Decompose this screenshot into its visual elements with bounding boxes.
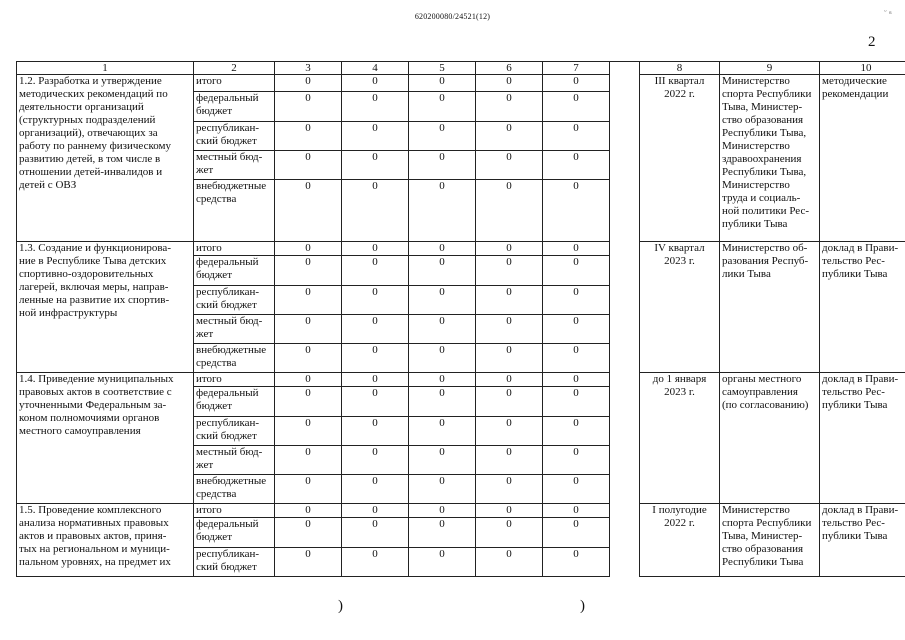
funding-value: 0 <box>543 151 610 180</box>
funding-source: итого <box>194 242 275 256</box>
table-row <box>17 373 905 387</box>
funding-value: 0 <box>409 286 476 315</box>
funding-value: 0 <box>342 548 409 577</box>
deadline: III квартал 2022 г. <box>640 75 720 242</box>
funding-value: 0 <box>275 180 342 242</box>
funding-value: 0 <box>409 151 476 180</box>
funding-value: 0 <box>275 242 342 256</box>
funding-value: 0 <box>543 504 610 518</box>
funding-value: 0 <box>342 286 409 315</box>
funding-source: республикан- ский бюджет <box>194 548 275 577</box>
funding-value: 0 <box>409 92 476 122</box>
funding-value: 0 <box>409 373 476 387</box>
funding-value: 0 <box>342 504 409 518</box>
funding-value: 0 <box>275 417 342 446</box>
scan-mark-right: ) <box>580 598 585 614</box>
funding-source: итого <box>194 504 275 518</box>
funding-value: 0 <box>275 475 342 504</box>
funding-value: 0 <box>342 315 409 344</box>
responsible-executors: Министерство спорта Республики Тыва, Министер- ство образования Республики Тыва, Министерство здравоохранения Республики Тыва, Министерство труда и социаль- ной политики Рес- публики Тыва <box>720 75 820 242</box>
column-header-7: 7 <box>543 62 610 75</box>
funding-value: 0 <box>476 387 543 417</box>
activity-name: 1.5. Проведение комплексного анализа нормативных правовых актов и правовых актов, приня- тых на региональном и муници- пальном уровнях, на предмет их <box>17 504 194 577</box>
column-gap <box>610 373 640 504</box>
funding-value: 0 <box>409 446 476 475</box>
column-gap <box>610 504 640 577</box>
expected-result: методические рекомендации <box>820 75 905 242</box>
column-header-10: 10 <box>820 62 905 75</box>
activity-name: 1.3. Создание и функционирова- ние в Республике Тыва детских спортивно-оздоровительных лагерей, включая меры, направ- ленные на развитие их спортив- ной инфраструктуры <box>17 242 194 373</box>
table-row <box>17 504 905 518</box>
table-row <box>17 75 905 92</box>
funding-value: 0 <box>342 344 409 373</box>
funding-value: 0 <box>342 518 409 548</box>
column-header-4: 4 <box>342 62 409 75</box>
funding-value: 0 <box>543 548 610 577</box>
funding-value: 0 <box>543 373 610 387</box>
funding-source: местный бюд- жет <box>194 151 275 180</box>
funding-value: 0 <box>275 446 342 475</box>
funding-value: 0 <box>543 256 610 286</box>
column-gap <box>610 75 640 242</box>
plan-table-container <box>16 61 899 577</box>
funding-value: 0 <box>543 475 610 504</box>
funding-value: 0 <box>476 518 543 548</box>
funding-value: 0 <box>409 475 476 504</box>
funding-value: 0 <box>342 122 409 151</box>
funding-value: 0 <box>275 92 342 122</box>
responsible-executors: органы местного самоуправления (по согласованию) <box>720 373 820 504</box>
funding-value: 0 <box>543 286 610 315</box>
funding-value: 0 <box>342 387 409 417</box>
funding-value: 0 <box>476 315 543 344</box>
funding-value: 0 <box>409 256 476 286</box>
funding-value: 0 <box>476 475 543 504</box>
activity-name: 1.2. Разработка и утверждение методических рекомендаций по деятельности организаций (структурных подразделений организаций), отвечающих за работу по раннему физическому развитию детей, в том числе в отношении детей-инвалидов и детей с ОВЗ <box>17 75 194 242</box>
funding-value: 0 <box>342 256 409 286</box>
funding-value: 0 <box>409 504 476 518</box>
column-gap <box>610 242 640 373</box>
column-header-8: 8 <box>640 62 720 75</box>
funding-value: 0 <box>543 315 610 344</box>
plan-table <box>16 61 905 577</box>
funding-value: 0 <box>476 180 543 242</box>
funding-source: республикан- ский бюджет <box>194 286 275 315</box>
funding-value: 0 <box>476 256 543 286</box>
funding-value: 0 <box>342 151 409 180</box>
funding-value: 0 <box>409 315 476 344</box>
deadline: до 1 января 2023 г. <box>640 373 720 504</box>
funding-value: 0 <box>543 344 610 373</box>
column-header-row <box>17 62 905 75</box>
funding-value: 0 <box>543 417 610 446</box>
funding-value: 0 <box>543 446 610 475</box>
funding-value: 0 <box>409 122 476 151</box>
funding-value: 0 <box>409 344 476 373</box>
funding-value: 0 <box>275 315 342 344</box>
funding-value: 0 <box>275 504 342 518</box>
funding-value: 0 <box>476 373 543 387</box>
funding-source: республикан- ский бюджет <box>194 122 275 151</box>
funding-value: 0 <box>476 92 543 122</box>
funding-source: местный бюд- жет <box>194 446 275 475</box>
funding-source: республикан- ский бюджет <box>194 417 275 446</box>
column-gap <box>610 62 640 75</box>
expected-result: доклад в Прави- тельство Рес- публики Тыва <box>820 373 905 504</box>
funding-value: 0 <box>409 75 476 92</box>
responsible-executors: Министерство об- разования Респуб- лики Тыва <box>720 242 820 373</box>
funding-value: 0 <box>476 446 543 475</box>
deadline: IV квартал 2023 г. <box>640 242 720 373</box>
column-header-6: 6 <box>476 62 543 75</box>
column-header-9: 9 <box>720 62 820 75</box>
funding-value: 0 <box>543 122 610 151</box>
funding-value: 0 <box>543 387 610 417</box>
funding-value: 0 <box>342 373 409 387</box>
page-number: 2 <box>868 34 876 50</box>
funding-source: внебюджетные средства <box>194 180 275 242</box>
responsible-executors: Министерство спорта Республики Тыва, Министер- ство образования Республики Тыва <box>720 504 820 577</box>
funding-source: федеральный бюджет <box>194 387 275 417</box>
funding-value: 0 <box>342 92 409 122</box>
funding-value: 0 <box>342 180 409 242</box>
funding-value: 0 <box>342 242 409 256</box>
deadline: I полугодие 2022 г. <box>640 504 720 577</box>
funding-value: 0 <box>543 518 610 548</box>
funding-source: внебюджетные средства <box>194 475 275 504</box>
funding-value: 0 <box>476 151 543 180</box>
funding-source: федеральный бюджет <box>194 92 275 122</box>
funding-value: 0 <box>342 446 409 475</box>
column-header-2: 2 <box>194 62 275 75</box>
column-header-1: 1 <box>17 62 194 75</box>
funding-value: 0 <box>543 242 610 256</box>
activity-name: 1.4. Приведение муниципальных правовых актов в соответствие с уточненными Федеральным за- коном полномочиями органов местного самоуправления <box>17 373 194 504</box>
funding-value: 0 <box>476 344 543 373</box>
funding-source: федеральный бюджет <box>194 518 275 548</box>
funding-value: 0 <box>342 475 409 504</box>
funding-value: 0 <box>275 286 342 315</box>
funding-value: 0 <box>275 373 342 387</box>
funding-value: 0 <box>476 548 543 577</box>
funding-value: 0 <box>476 417 543 446</box>
column-header-3: 3 <box>275 62 342 75</box>
funding-value: 0 <box>275 122 342 151</box>
corner-scan-mark: ᵕ ₛ <box>884 6 892 16</box>
funding-value: 0 <box>409 417 476 446</box>
funding-value: 0 <box>476 242 543 256</box>
funding-source: местный бюд- жет <box>194 315 275 344</box>
funding-source: внебюджетные средства <box>194 344 275 373</box>
funding-value: 0 <box>275 518 342 548</box>
funding-source: итого <box>194 373 275 387</box>
funding-value: 0 <box>342 417 409 446</box>
funding-value: 0 <box>275 151 342 180</box>
funding-value: 0 <box>476 122 543 151</box>
funding-value: 0 <box>543 180 610 242</box>
expected-result: доклад в Прави- тельство Рес- публики Тыва <box>820 504 905 577</box>
funding-value: 0 <box>476 75 543 92</box>
table-row <box>17 242 905 256</box>
scan-mark-left: ) <box>338 598 343 614</box>
funding-value: 0 <box>409 518 476 548</box>
funding-value: 0 <box>275 387 342 417</box>
funding-source: федеральный бюджет <box>194 256 275 286</box>
funding-value: 0 <box>275 344 342 373</box>
document-id: 620200080/24521(12) <box>414 12 491 21</box>
expected-result: доклад в Прави- тельство Рес- публики Тыва <box>820 242 905 373</box>
funding-value: 0 <box>476 286 543 315</box>
funding-value: 0 <box>342 75 409 92</box>
funding-source: итого <box>194 75 275 92</box>
funding-value: 0 <box>275 75 342 92</box>
funding-value: 0 <box>543 75 610 92</box>
funding-value: 0 <box>275 548 342 577</box>
funding-value: 0 <box>409 180 476 242</box>
funding-value: 0 <box>543 92 610 122</box>
funding-value: 0 <box>476 504 543 518</box>
funding-value: 0 <box>409 548 476 577</box>
funding-value: 0 <box>275 256 342 286</box>
funding-value: 0 <box>409 387 476 417</box>
funding-value: 0 <box>409 242 476 256</box>
column-header-5: 5 <box>409 62 476 75</box>
